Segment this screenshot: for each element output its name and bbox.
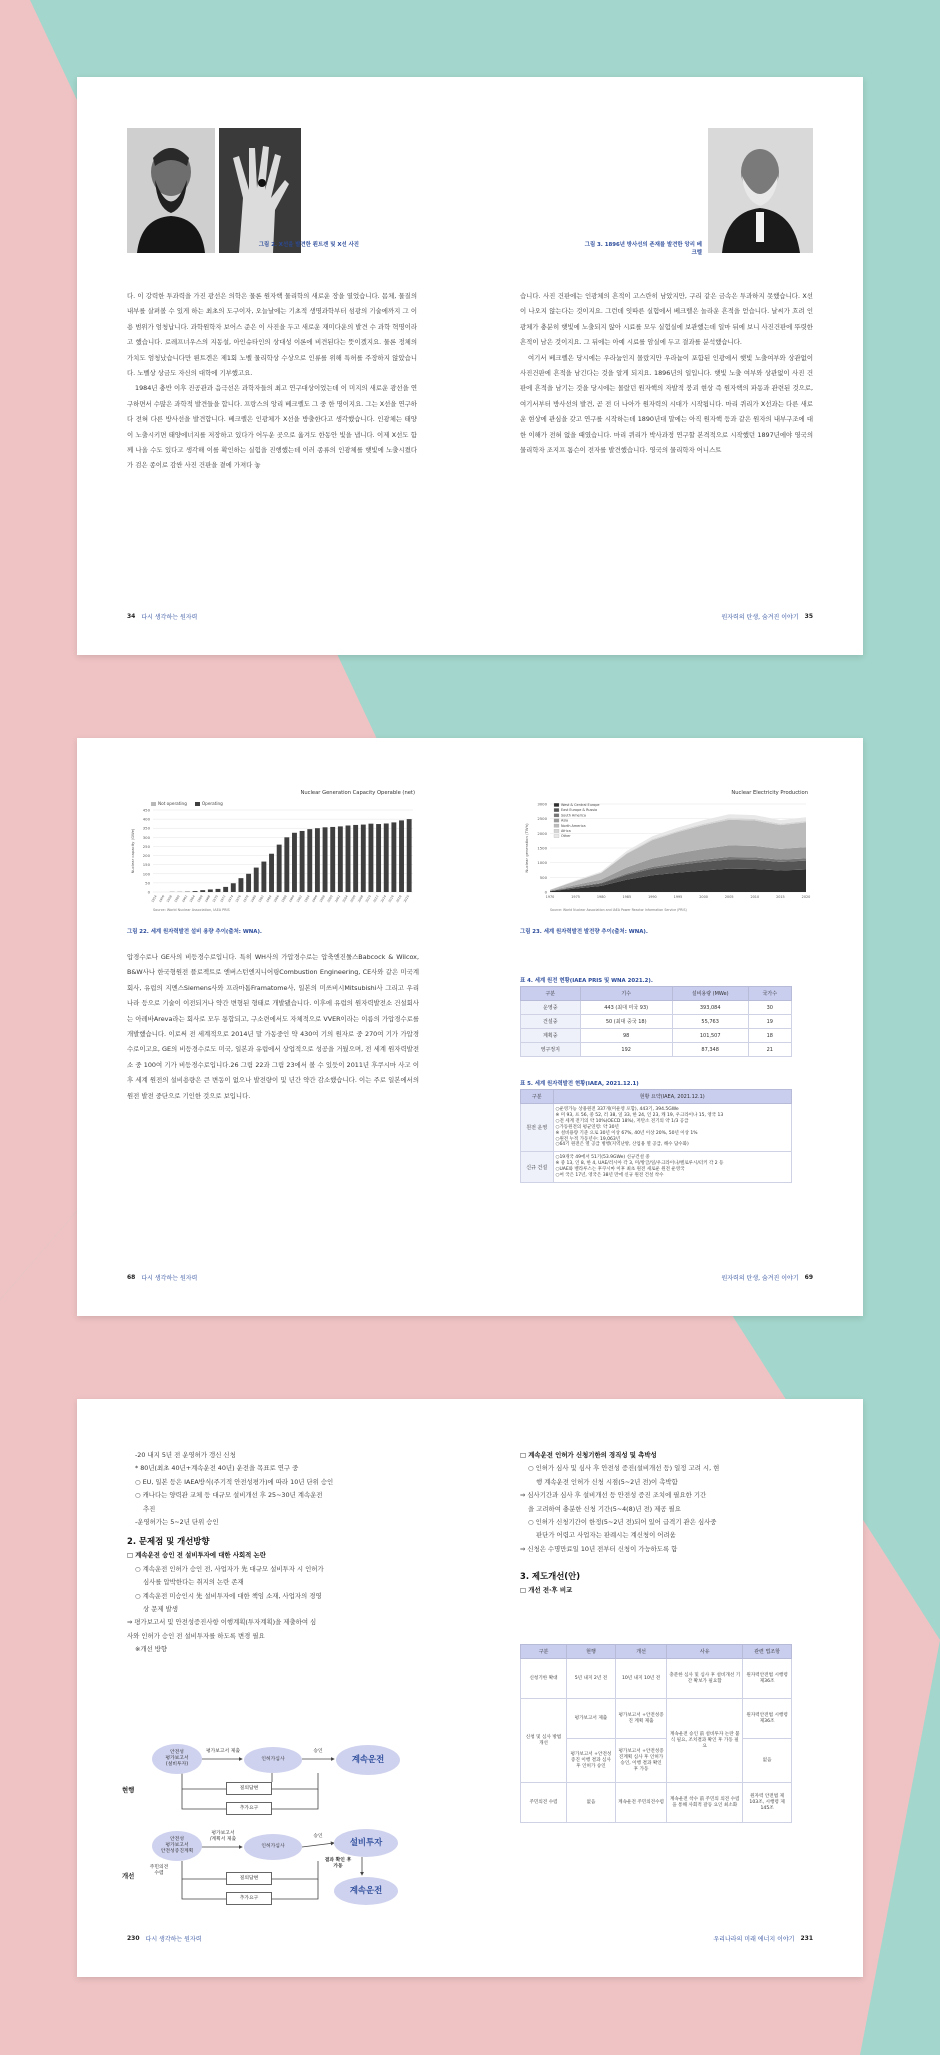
paragraph: 1984년 충반 이후 진공관과 음극선은 과학자들의 최고 연구대상이었는데 이 미지의 새로운 광선을 연구하면서 수많은 과학적 발견들을 합니다. 프랑스의 앙리 베크렐도 그 중 한 명이지요. 그는 X선을 연구하다 전혀 다른 방사선을 발견합니다. 베크렐은 인광체가 X선을 방출한다고 생각했습니다. 인광체는 태양이 노출시키면 태양에너지를 저장하고 있다가 어두운 곳으로 옮겨도 한동안 빛을 냅니다. 이제 X선도 함께 나올 수도 있다고 생각해 이를 확인하는 실험을 진행했는데 이러 종류의 인광체를 햇빛에 노출시켰다가 검은 종이로 감싼 사진 건판을 곁에 가져다 놓 (127, 384, 417, 470)
table-cell: 평가보고서 제출 (567, 1699, 616, 1739)
x-tick-label: 2020 (801, 895, 811, 899)
bar (238, 878, 243, 892)
text-line: ○ 계속운전 미승인시 先 설비투자에 대한 책임 소재, 사업자의 경영 (135, 1591, 322, 1600)
nuclear-summary-table (520, 1089, 792, 1183)
paragraph: 다. 이 강력한 투과력을 가진 광선은 의학은 물론 원자핵 물리학의 새로운 장을 열었습니다. 몸체, 물질의 내부를 살펴볼 수 있게 하는 최초의 도구이자, 오늘날에는 기초적 생명과학부터 섬광의 기술에까지 그 이용 범위가 엄청납니다. 과학원학자 보어스 준은 이 사진을 두고 새로운 재미다운의 발견 수 과학 혁명이라고 했습니다. 로레프너우스의 지동설, 아인슈타인의 상대성 이론에 비견된다는 뜻이겠지요. 물론 정체의 가치도 엄청났습니다만 뢴트겐은 제1회 노벨 물리학상 수상으로 인류를 위해 특허를 주장하지 않았습니다. 노벨상 상금도 자신의 대학에 기부했고요. (127, 292, 417, 378)
x-tick-label: 1990 (288, 894, 296, 904)
folio (713, 1934, 813, 1943)
improved-check-label: 결과 확인 후 가동 (324, 1858, 352, 1869)
x-tick-label: 1970 (211, 894, 219, 904)
body-text (520, 289, 813, 458)
y-axis-label: Nuclear generation (TWh) (524, 823, 529, 873)
x-tick-label: 1956 (158, 894, 166, 904)
figure-caption: 그림 3. 1896년 방사선의 존재를 발견한 앙리 베크렐 (584, 242, 702, 256)
running-title: 다시 생각하는 원자력 (145, 1936, 202, 1943)
improved-approve-label: 승인 (313, 1834, 323, 1840)
text-line: ⇒ 신청은 수명만료일 10년 전부터 신청이 가능하도록 함 (520, 1544, 678, 1553)
table-cell: 계속운전 주민의견수렴 (615, 1783, 666, 1823)
bar (277, 845, 282, 892)
y-tick-label: 2000 (537, 830, 547, 836)
improved-review-node: 인허가심사 (244, 1834, 302, 1860)
table-cell: 원자력 안전법 제 103조, 시행령 제 145조 (743, 1783, 792, 1823)
paragraph: 여기서 베크렐은 당시에는 우라늄인지 몰랐지만 우라늄이 포함된 인광에서 햇빛 노출여부와 상관없이 사진건판에 흔적을 남긴다는 것을 알게 되지요. 1896년의 일입니다. 햇빛 노출 여부와 상관없이 사진 건판에 흔적을 남기는 것을 당시에는 몰랐던 원자핵의 자발적 붕괴 현상 즉 원자핵의 파동과 관련된 것으로, 여기서부터 방사선의 발견, 곧 전 더 나아가 원자력의 시대가 시작됩니다. 마리 퀴리가 X선과는 다른 새로운 현상에 관심을 갖고 연구를 시작하는데 1890년대 말에는 아직 원자핵 등과 같은 원자의 내부구조에 대한 이해가 전혀 없을 때였습니다. 마리 퀴리가 박사과정 연구할 본격적으로 시작했던 1897년에야 영국의 물리학자 조지프 톰슨이 전자를 발견했습니다. 영국의 물리학자 어니스트 (520, 353, 813, 455)
x-tick-label: 1975 (571, 895, 580, 899)
x-tick-label: 1966 (196, 894, 204, 904)
bar (208, 889, 213, 892)
book-spread-3 (77, 1399, 863, 1977)
y-tick-label: 500 (539, 874, 547, 880)
bar (223, 887, 228, 892)
production-chart (520, 788, 812, 913)
legend-swatch (554, 829, 559, 832)
table-cell: 87,348 (672, 1043, 748, 1057)
table-cell: 원전 운영 (521, 1104, 554, 1152)
table-cell: 운영중 (521, 1001, 581, 1015)
body-text (127, 289, 417, 474)
table-row (521, 1001, 792, 1015)
section-title: 3. 제도개선(안) (520, 1571, 581, 1582)
x-tick-label: 1972 (219, 894, 227, 904)
row-label-current: 현행 (122, 1786, 135, 1794)
table-header: 사유 (667, 1645, 743, 1659)
folio (127, 1934, 202, 1943)
text-line: 행 계속운전 인허가 신청 시점(5~2년 전)이 촉박함 (536, 1477, 678, 1486)
table-cell: 21 (748, 1043, 791, 1057)
table-row (521, 1015, 792, 1029)
improved-qa-box: 질의답변 (226, 1872, 272, 1885)
table-cell: 신규 건설 (521, 1152, 554, 1183)
table-caption: 표 5. 세계 원자력발전 현황(IAEA, 2021.12.1) (520, 1081, 639, 1087)
text-line: -20 내지 5년 전 운영허가 갱신 신청 (135, 1451, 236, 1459)
y-axis-label: Nuclear capacity (GWe) (130, 828, 135, 874)
legend-label: Asia (561, 818, 569, 823)
y-tick-label: 400 (142, 816, 150, 822)
legend-label: East Europe & Russia (561, 808, 598, 813)
table-cell: 19 (748, 1015, 791, 1029)
table-header: 구분 (521, 1645, 567, 1659)
improved-opinion-label: 주민의견 수렴 (149, 1865, 169, 1876)
production-chart-plot (520, 788, 812, 913)
table-cell: 10년 내지 10년 전 (615, 1659, 666, 1699)
page-69 (470, 738, 863, 1316)
text-line: □ 개선 전·후 비교 (520, 1586, 573, 1595)
table-cell: 계속운전 착수 前 주민의 의견 수렴을 통해 사회적 갈등 요인 최소화 (667, 1783, 743, 1823)
y-tick-label: 1000 (537, 860, 547, 866)
y-tick-label: 350 (142, 825, 150, 831)
x-tick-label: 1994 (303, 894, 311, 904)
table-row (521, 1152, 792, 1183)
x-tick-label: 2004 (341, 894, 349, 904)
legend-label: South America (561, 813, 586, 818)
table-header: 관련 법조항 (743, 1645, 792, 1659)
running-title: 원자력의 탄생, 숨겨진 이야기 (721, 1275, 799, 1282)
text-line: ○ 인허가 신청기간이 한정(5~2년 전)되어 있어 급격기 관은 심사중 (528, 1518, 717, 1527)
table-cell: 30 (748, 1001, 791, 1015)
current-request-box: 추가요구 (226, 1802, 272, 1815)
roentgen-portrait (127, 128, 215, 253)
text-line: ○ 인허가 심사 및 심사 후 안전성 증진(설비개선 등) 일정 고려 시, 현 (528, 1464, 720, 1473)
x-tick-label: 2006 (349, 894, 357, 904)
x-tick-label: 2012 (372, 894, 380, 904)
legend-label: West & Central Europe (561, 803, 600, 807)
table-header: 개선 (615, 1645, 666, 1659)
chart-source: Source: World Nuclear Association, IAEA PRIS (153, 908, 230, 912)
x-tick-label: 1982 (257, 894, 265, 904)
folio (721, 612, 813, 621)
table-header: 현행 (567, 1645, 616, 1659)
x-tick-label: 1998 (318, 894, 326, 904)
text-line: 추진 (143, 1504, 156, 1513)
x-tick-label: 1984 (265, 894, 273, 904)
y-tick-label: 150 (142, 862, 150, 868)
table-row (521, 1659, 792, 1699)
page-number: 69 (804, 1274, 813, 1281)
page-34 (77, 77, 470, 655)
y-tick-label: 50 (145, 880, 150, 886)
x-tick-label: 1985 (622, 895, 632, 899)
running-title: 다시 생각하는 원자력 (141, 1275, 198, 1282)
row-label-improved: 개선 (122, 1872, 135, 1880)
current-report-node: 안전성 평가보고서 (설비투자) (152, 1744, 202, 1774)
table-cell: 신청기한 확대 (521, 1659, 567, 1699)
process-diagram (122, 1739, 422, 1919)
legend-swatch (554, 808, 559, 811)
table-cell: 원자력안전법 시행령 제36조 (743, 1659, 792, 1699)
x-tick-label: 1995 (673, 895, 683, 899)
x-tick-label: 2010 (364, 894, 372, 904)
book-spread-1 (77, 77, 863, 655)
table-row (521, 1783, 792, 1823)
y-tick-label: 100 (142, 871, 150, 877)
current-result-node: 계속운전 (336, 1745, 400, 1775)
text-line: ⇒ 평가보고서 및 안전성증진사항 이행계획(투자계획)을 제출하여 심 (127, 1618, 317, 1627)
bar (307, 829, 312, 892)
y-tick-label: 3000 (537, 801, 547, 807)
nuclear-status-table (520, 986, 792, 1057)
bar (284, 837, 289, 892)
page-number: 230 (127, 1935, 140, 1942)
x-tick-label: 2005 (724, 895, 734, 899)
x-tick-label: 2010 (750, 895, 760, 899)
y-tick-label: 200 (142, 853, 150, 859)
bar (300, 831, 305, 892)
legend-item: Operating (195, 801, 223, 806)
x-tick-label: 1980 (249, 894, 258, 904)
table-cell: 평가보고서 +안전성증진계획 심사 후 인허가 승인, 이행 결과 확인 후 가동 (615, 1739, 666, 1783)
table-cell: 18 (748, 1029, 791, 1043)
table-cell: 충분한 심사 및 심사 후 설비개선 기간 확보가 필요함 (667, 1659, 743, 1699)
bar (200, 890, 205, 892)
table-cell: 50 (최대 중국 18) (580, 1015, 672, 1029)
page-231 (470, 1399, 863, 1977)
table-cell: 없음 (743, 1739, 792, 1783)
text-line: 을 고려하여 충분한 신청 기간(5~4(8)년 전) 제공 필요 (528, 1504, 681, 1513)
bar (269, 854, 274, 892)
bar (231, 883, 236, 892)
legend-item: Not operating (151, 801, 187, 806)
x-tick-label: 2002 (333, 894, 342, 904)
current-qa-box: 질의답변 (226, 1782, 272, 1795)
bar (292, 833, 297, 892)
table-header: 현황 요약(IAEA, 2021.12.1) (553, 1090, 791, 1104)
bar (368, 824, 373, 892)
table-caption: 표 4. 세계 원전 현황(IAEA PRIS 및 WNA 2021.2). (520, 978, 653, 984)
bar (338, 826, 343, 892)
y-tick-label: 0 (544, 889, 547, 895)
figure-caption: 그림 22. 세계 원자력발전 설비 용량 추이(출처: WNA). (127, 929, 262, 935)
improved-investment-node: 설비투자 (334, 1829, 398, 1857)
x-tick-label: 2000 (326, 894, 334, 904)
page-68 (77, 738, 470, 1316)
capacity-chart (127, 788, 419, 913)
body-text (520, 1449, 820, 1598)
table-cell: ○19개국 49에서 51기(53.9GWe) 신규건설 중 ※ 중 13, 인 8, 한 4, UAE/러시아 각 3, 미/방글/일/우크라이나/벨로루시/터키 각 2 등 ○UAE와 벨라루스는 후쿠시마 이후 최초 원전 새로운 원전 운영국 ○여 국은 17년, 영국은 38년 만에 신규 원전 건설 착수 (553, 1152, 791, 1183)
y-tick-label: 250 (142, 843, 150, 849)
table-row (521, 1029, 792, 1043)
text-line: 상 문제 발생 (143, 1605, 178, 1614)
text-line: ○ EU, 일본 등은 IAEA방식(주기적 안전성평가)에 따라 10년 단위 승인 (135, 1477, 334, 1486)
legend-swatch (554, 824, 559, 827)
bar (315, 828, 320, 892)
bar (376, 824, 381, 892)
section-title: 2. 문제점 및 개선방향 (127, 1536, 210, 1547)
table-cell: 주민의견 수렴 (521, 1783, 567, 1823)
table-cell: 101,507 (672, 1029, 748, 1043)
text-line: ⇒ 심사기간과 심사 후 설비개선 등 안전성 증진 조치에 필요한 기간 (520, 1491, 707, 1500)
folio (127, 612, 197, 621)
x-tick-label: 1974 (226, 894, 235, 904)
text-line: * 80년(최초 40년+계속운전 40년) 운전을 목표로 연구 중 (135, 1464, 299, 1473)
bar (216, 889, 221, 892)
table-cell: 98 (580, 1029, 672, 1043)
bar (254, 868, 259, 892)
bar (391, 822, 396, 892)
bar (407, 819, 412, 892)
page-number: 34 (127, 613, 136, 620)
comparison-table (520, 1644, 792, 1823)
bar (323, 827, 328, 892)
text-line: -운영허가는 5~2년 단위 승인 (135, 1518, 219, 1527)
body-text (127, 950, 419, 1104)
table-cell: 건설중 (521, 1015, 581, 1029)
legend-label: Africa (561, 829, 571, 833)
x-tick-label: 1954 (150, 894, 158, 904)
table-cell: 영구정지 (521, 1043, 581, 1057)
table-cell: 원자력안전법 시행령 제36조 (743, 1699, 792, 1739)
current-approve-label: 승인 (313, 1749, 323, 1755)
table-row (521, 1699, 792, 1739)
page-230 (77, 1399, 470, 1977)
text-line: □ 계속운전 승인 전 설비투자에 대한 사회적 논란 (127, 1551, 266, 1560)
x-tick-label: 1980 (596, 895, 606, 899)
table-cell: 평가보고서 +안전성증진 계획 제출 (615, 1699, 666, 1739)
x-tick-label: 2014 (379, 894, 388, 904)
table-cell: ○운영가능 상용원전 337개(미운영 포함), 443기, 394.5GWe ※ 미 93, 프 56, 중 52, 러 38, 일 33, 한 24, 인 23, 캐 19, 우크라이나 15, 영국 13 ○전 세계 전기의 약 10%(OECD 18%), 저탄소 전기의 약 1/3 공급 ○가동원전의 평균연령: 약 30년 ※ 설비용량 기준 으로 30년 이상 67%, 40년 이상 20%, 50년 이상 1% ○원전 누적 가동년수: 19,063년 ○64기 원전은 열 공급 병행(지역난방, 산업용 열 공급, 해수 담수화) (553, 1104, 791, 1152)
y-tick-label: 0 (147, 889, 150, 895)
page-number: 68 (127, 1274, 136, 1281)
paragraph: 습니다. 사진 건판에는 인광체의 흔적이 고스란히 남았지만, 구리 같은 금속은 투과하지 못했습니다. X선이 나오지 않는다는 것이지요. 그런데 잇따른 실험에서 베크렐은 놀라운 흔적을 얻습니다. 날씨가 흐려 인광체가 충분히 햇빛에 노출되지 않아 시료를 모두 실험실에 보관했는데 일마 뒤에 보니 사진건판에 뚜렷한 흔적이 남은 것이지요. 그 뒤에는 아예 시료를 암실에 두고 결과를 분석했습니다. (520, 292, 813, 347)
y-tick-label: 450 (142, 807, 150, 813)
y-tick-label: 2500 (537, 816, 547, 822)
table-header: 구분 (521, 987, 581, 1001)
x-tick-label: 2018 (395, 894, 403, 904)
x-tick-label: 1970 (545, 895, 555, 899)
improved-report-node: 안전성 평가보고서 안전성증진계획 (152, 1831, 202, 1861)
x-tick-label: 1958 (165, 894, 173, 904)
chart-source: Source: World Nuclear Association and IAEA Power Reactor Information Service (PRIS) (550, 908, 687, 912)
folio (127, 1273, 197, 1282)
running-title: 원자력의 탄생, 숨겨진 이야기 (721, 614, 799, 621)
bar (384, 823, 389, 892)
table-cell: 55,763 (672, 1015, 748, 1029)
text-line: 판단가 어렵고 사업자는 판례시는 계신청이 어려움 (536, 1531, 676, 1540)
improved-result-node: 계속운전 (334, 1877, 398, 1905)
figure-caption: 그림 23. 세계 원자력발전 발전량 추이(출처: WNA). (520, 929, 648, 935)
book-spread-2 (77, 738, 863, 1316)
legend-swatch (554, 834, 559, 837)
bar (346, 825, 351, 892)
table-cell: 신청 및 심사 방법 개선 (521, 1699, 567, 1783)
x-tick-label: 2000 (699, 895, 708, 899)
running-title: 우리나라의 미래 에너지 이야기 (713, 1936, 795, 1943)
running-title: 다시 생각하는 원자력 (141, 614, 198, 621)
folio (721, 1273, 813, 1282)
x-tick-label: 1990 (648, 895, 657, 899)
text-line: ○ 계속운전 인허가 승인 전, 사업자가 先 대규모 설비투자 시 인허가 (135, 1564, 324, 1573)
x-tick-label: 1986 (272, 894, 281, 904)
text-line: ○ 캐나다는 양력관 교체 등 대규모 설비개선 후 25~30년 계속운전 (135, 1491, 323, 1500)
xray-hand-image (219, 128, 301, 253)
legend-swatch (554, 819, 559, 822)
text-line: 심사를 압박한다는 취지의 논란 존재 (143, 1578, 244, 1587)
chart-title: Nuclear Electricity Production (731, 790, 808, 796)
bar (246, 874, 251, 892)
x-tick-label: 1996 (310, 894, 319, 904)
text-line: ※개선 방향 (135, 1645, 168, 1654)
improved-submit-label: 평가보고서 /계획서 제출 (209, 1831, 237, 1842)
legend-label: North America (561, 823, 586, 828)
table-cell: 평가보고서 +안전성증진 이행 결과 심사 후 인허가 승인 (567, 1739, 616, 1783)
current-submit-label: 평가보고서 제출 (206, 1749, 240, 1755)
table-header: 국가수 (748, 987, 791, 1001)
table-cell: 없음 (567, 1783, 616, 1823)
improved-request-box: 추가요구 (226, 1892, 272, 1905)
table-row (521, 1104, 792, 1152)
capacity-chart-plot (127, 788, 419, 913)
text-line: □ 계속운전 인허가 신청기한의 경직성 및 촉박성 (520, 1451, 657, 1459)
table-cell: 192 (580, 1043, 672, 1057)
legend-label: Other (561, 834, 571, 839)
bar (261, 862, 266, 892)
chart-title: Nuclear Generation Capacity Operable (net) (300, 790, 415, 796)
bar (399, 820, 404, 892)
page-35 (470, 77, 863, 655)
table-header: 기수 (580, 987, 672, 1001)
y-tick-label: 300 (142, 834, 150, 840)
x-tick-label: 1960 (173, 894, 181, 904)
x-tick-label: 1968 (203, 894, 212, 904)
x-tick-label: 1978 (242, 894, 250, 904)
body-text (127, 1449, 427, 1657)
x-tick-label: 1962 (180, 894, 189, 904)
x-tick-label: 1988 (280, 894, 288, 904)
x-tick-label: 2020 (402, 894, 411, 904)
table-cell: 계속운전 승인 前 설비투자 논란 불식 필요, 조치결과 확인 후 가동 필요 (667, 1699, 743, 1783)
current-review-node: 인허가심사 (244, 1747, 302, 1773)
legend-swatch (554, 814, 559, 817)
x-tick-label: 1992 (295, 894, 303, 904)
x-tick-label: 2008 (356, 894, 365, 904)
table-header: 설비용량 (MWe) (672, 987, 748, 1001)
paragraph: 압경수로나 GE사의 비등경수로입니다. 특히 WH사의 가압경수로는 압축엔진툴스Babcock & Wilcox, B&W사나 한국형원전 플로젝트로 엔버스턴엔지니어링Combustion Engineering, CE사와 같은 미국계 회사, 유럽의 지멘스Siemens사와 프라마톰Framatome사, 일본의 미쓰비시Mitsubishi사 그리고 우리나라 등으로 기술이 이전되거나 약간 변형된 형태로 개발됐습니다. 이후에 유럽의 원자력발전소 건설회사는 아레바Areva라는 회사로 모두 통합되고, 구소련에서도 자체적으로 VVER이라는 이름의 가압경수로를 개발했습니다. 이로써 전 세계적으로 2014년 말 가동중인 약 430여 기의 원자로 중 270여 기가 가압경수로이고요, GE의 비등경수로도 미국, 일본과 유럽에서 상업적으로 성공을 거뒀으며, 전 세계 원자력발전소 중 100여 기가 비등경수로입니다.26 그림 22과 그림 23에서 볼 수 있듯이 2011년 후쿠시마 사고 이후 세계 원전의 설비용량은 큰 변동이 없으나 발전량이 및 년간 약간 감소했습니다. 이는 주로 일본에서의 원전 발전 중단으로 기인한 것으로 보입니다. (127, 953, 419, 1100)
y-tick-label: 1500 (537, 845, 547, 851)
legend-swatch (554, 803, 559, 806)
text-line: 사와 인허가 승인 전 설비투자를 하도록 변경 필요 (127, 1631, 265, 1640)
becquerel-portrait (708, 128, 813, 253)
page-number: 231 (800, 1935, 813, 1942)
figure-caption: 그림 2. X선을 발견한 뢴트겐 및 X선 사진 (258, 242, 359, 248)
x-tick-label: 1964 (188, 894, 196, 904)
page-number: 35 (804, 613, 813, 620)
bar (353, 825, 358, 892)
x-tick-label: 1976 (234, 894, 242, 904)
table-header: 구분 (521, 1090, 554, 1104)
table-cell: 393,084 (672, 1001, 748, 1015)
table-cell: 계획중 (521, 1029, 581, 1043)
x-tick-label: 2015 (776, 895, 785, 899)
bar (193, 891, 198, 892)
bar (330, 827, 335, 892)
table-row (521, 1043, 792, 1057)
table-cell: 5년 내지 2년 전 (567, 1659, 616, 1699)
bar (361, 825, 366, 892)
x-tick-label: 2016 (387, 894, 395, 904)
table-cell: 443 (최대 미국 93) (580, 1001, 672, 1015)
